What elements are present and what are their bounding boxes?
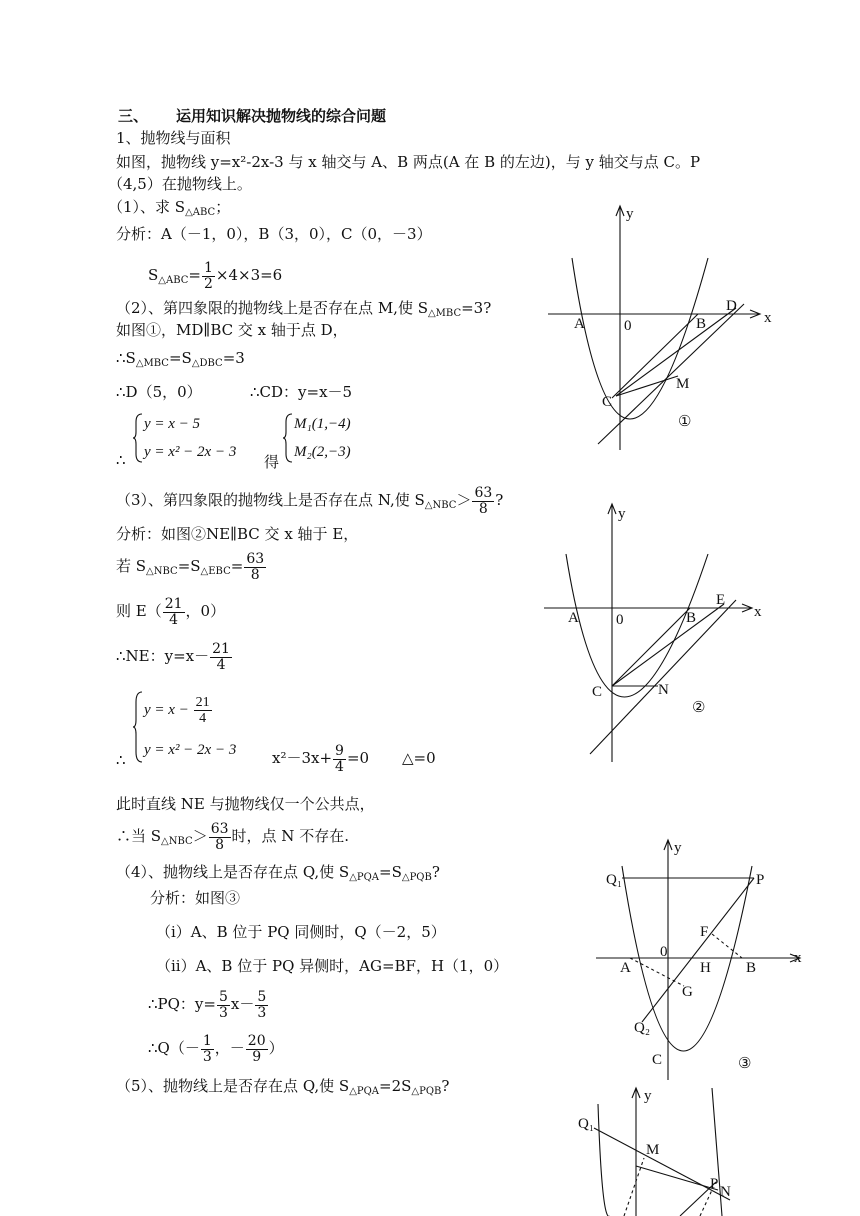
question-3-line6: 此时直线 NE 与抛物线仅一个公共点，: [116, 795, 375, 813]
line-cm: [616, 376, 678, 396]
dashed-line: [700, 1190, 712, 1216]
left-brace: [132, 412, 144, 464]
line-ag: [630, 958, 684, 986]
question-3: （3）、第四象限的抛物线上是否存在点 N,使 $S_{\triangle NBC}>$ $\frac{63}{8}$ ?: [116, 484, 504, 517]
fig3-point-g: G: [682, 984, 693, 1000]
question-4-analysis: 分析：如图③: [150, 889, 241, 907]
fig4-point-p: P: [710, 1176, 719, 1192]
fig4-point-n: N: [720, 1184, 731, 1200]
line-mp: [636, 1166, 718, 1190]
fig1-point-b: B: [696, 316, 707, 332]
fig1-point-d: D: [726, 298, 737, 314]
question-1-analysis: 分析：A（－1，0），B（3，0），C（0，－3）: [116, 225, 432, 243]
fig1-x-label: x: [764, 310, 772, 326]
question-2-line1: 如图①，MD∥BC 交 x 轴于点 D，: [116, 321, 348, 339]
fig2-point-e: E: [716, 592, 726, 608]
fig3-point-q2: Q₂: [634, 1020, 651, 1036]
question-4-case-i: （i）A、B 位于 PQ 同侧时，Q（－2，5）: [156, 923, 446, 941]
system-equation-1: y = x − $\frac{21}{4}$: [144, 695, 210, 727]
fig3-y-label: y: [674, 840, 682, 856]
question-4-case-ii: （ii）A、B 位于 PQ 异侧时，AG=BF，H（1，0）: [156, 957, 509, 975]
figure-2: [540, 500, 790, 770]
line-bc: [612, 608, 690, 686]
fig1-point-a: A: [574, 316, 585, 332]
fig3-origin-label: 0: [660, 944, 668, 960]
question-4-point-q: ∴Q（－ $\frac{1}{3}$ ，－ $\frac{20}{9}$ ）: [148, 1032, 284, 1065]
fig3-point-q1: Q₁: [606, 872, 623, 888]
fig2-point-b: B: [686, 610, 697, 626]
therefore-symbol: ∴: [116, 751, 126, 769]
question-3-line2: 若 $S_{\triangle NBC}=S_{\triangle EBC}=$ $\frac{63}{8}$: [116, 550, 265, 583]
figure-1: [540, 200, 790, 460]
line-cb-ext: [612, 604, 724, 686]
system-equation-1: y = x − 5: [144, 416, 201, 432]
page-title: 运用知识解决抛物线的综合问题: [176, 107, 387, 125]
fig3-point-f: F: [700, 924, 709, 940]
question-2-line2: $\therefore S_{\triangle MBC}=S_{\triangle DBC}=3$: [116, 349, 245, 369]
figure-4: [570, 1084, 770, 1216]
system-equation-2: y = x² − 2x − 3: [144, 742, 237, 758]
fig4-point-q1: Q₁: [578, 1116, 595, 1132]
result-label: 得: [264, 453, 280, 471]
parabola: [572, 258, 708, 419]
question-3-line-ne: ∴NE：y=x－ $\frac{21}{4}$: [116, 640, 230, 673]
left-brace: [282, 412, 294, 464]
fig4-point-m: M: [646, 1142, 660, 1158]
fig1-point-c: C: [602, 394, 613, 410]
solution-m2: M₂(2,−3): [294, 444, 351, 460]
question-2-line-cd: ∴CD：y=x－5: [250, 383, 353, 401]
fig2-origin-label: 0: [616, 612, 624, 628]
left-brace: [132, 690, 144, 764]
question-4: （4）、抛物线上是否存在点 Q,使 $S_{\triangle PQA}=S_{\triangle PQB}$?: [116, 863, 440, 883]
fig1-origin-label: 0: [624, 318, 632, 334]
fig2-point-a: A: [568, 610, 579, 626]
fig2-point-c: C: [592, 684, 603, 700]
fig2-point-n: N: [658, 682, 669, 698]
fig3-point-p: P: [756, 872, 765, 888]
fig1-number: ①: [678, 414, 692, 430]
question-1-area: $S_{\triangle ABC}=$ $\frac{1}{2}$ ×4×3=6: [148, 259, 283, 292]
fig3-point-h: H: [700, 960, 711, 976]
fig1-point-m: M: [676, 376, 690, 392]
fig3-x-label: x: [794, 950, 802, 966]
subsection-title: 1、抛物线与面积: [116, 129, 231, 147]
fig3-point-b: B: [746, 960, 757, 976]
solution-m1: M₁(1,−4): [294, 416, 351, 432]
fig2-x-label: x: [754, 604, 762, 620]
fig1-y-label: y: [626, 206, 634, 222]
figure-3: [590, 836, 810, 1086]
line-pq2: [642, 878, 757, 1022]
problem-intro-line1: 如图，抛物线 y=x²-2x-3 与 x 轴交与 A、B 两点(A 在 B 的左边)，与 y 轴交与点 C。P: [116, 153, 701, 171]
fig2-y-label: y: [618, 506, 626, 522]
parabola-left: [598, 1104, 610, 1216]
fig3-point-a: A: [620, 960, 631, 976]
therefore-symbol: ∴: [116, 451, 126, 469]
fig3-number: ③: [738, 1056, 752, 1072]
problem-intro-line2: （4,5）在抛物线上。: [108, 175, 252, 193]
dashed-line: [624, 1158, 644, 1216]
question-3-analysis: 分析：如图②NE∥BC 交 x 轴于 E，: [116, 525, 359, 543]
quadratic-equation: x²－3x+ $\frac{9}{4}$ =0: [272, 742, 370, 775]
question-3-conclusion: ∴当 $S_{\triangle NBC}>$ $\frac{63}{8}$ 时，点 N 不存在.: [116, 820, 349, 853]
discriminant: △=0: [402, 749, 436, 767]
question-1: （1）、求 $S_{\triangle ABC}$；: [108, 198, 231, 218]
fig4-y-label: y: [644, 1088, 652, 1104]
fig3-point-c: C: [652, 1052, 663, 1068]
fig2-number: ②: [692, 700, 706, 716]
question-2-point-d: ∴D（5，0）: [116, 383, 202, 401]
line-bf: [712, 934, 742, 958]
question-2: （2）、第四象限的抛物线上是否存在点 M,使 $S_{\triangle MBC}=3$?: [116, 299, 492, 319]
question-5: （5）、抛物线上是否存在点 Q,使 $S_{\triangle PQA}=2S_{\triangle PQB}$?: [116, 1077, 450, 1097]
question-4-line-pq: ∴PQ：y= $\frac{5}{3}$ x－ $\frac{5}{3}$: [148, 988, 267, 1021]
system-equation-2: y = x² − 2x − 3: [144, 444, 237, 460]
section-number: 三、: [118, 107, 149, 125]
question-3-point-e: 则 E（ $\frac{21}{4}$ ，0）: [116, 595, 226, 628]
